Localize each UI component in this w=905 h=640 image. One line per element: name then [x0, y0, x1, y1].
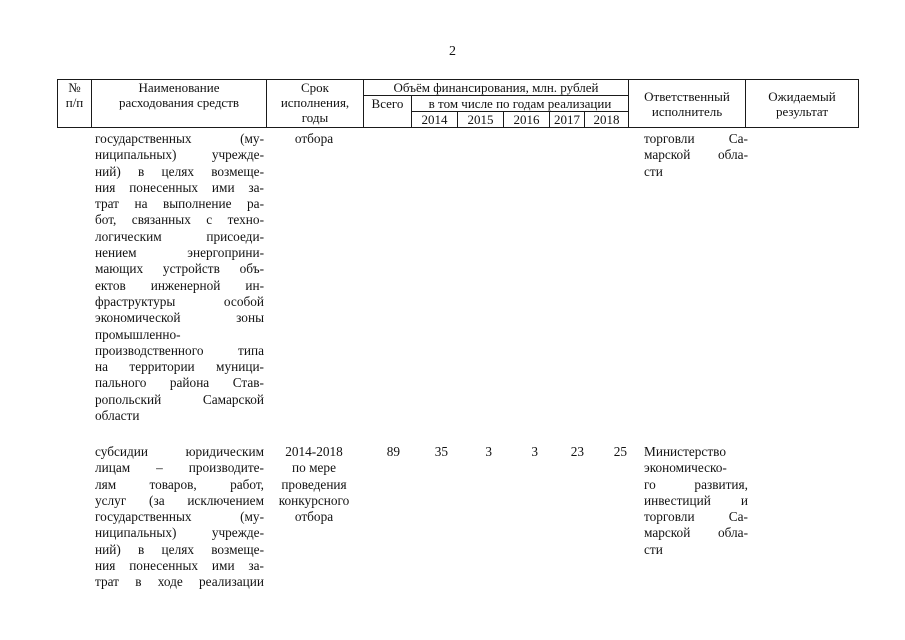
row2-2014: 35 [434, 444, 448, 459]
header-num: № п/п [58, 80, 92, 128]
header-funding: Объём финансирования, млн. рублей [364, 80, 629, 96]
row2-2017: 23 [570, 444, 584, 459]
row2-2015: 3 [485, 444, 492, 459]
row1-executor: торговли Са- марской обла- сти [644, 131, 748, 179]
row2-2016: 3 [531, 444, 538, 459]
row1-term: отбора [294, 131, 334, 146]
row2-total: 89 [386, 444, 400, 459]
header-executor: Ответственный исполнитель [629, 80, 746, 128]
header-by-years: в том числе по годам реализации [412, 96, 629, 112]
row2-name: субсидии юридическим лицам – производите- лям товаров, работ, услуг (за исключением государственных (му- ниципальных) учрежде- ний) в целях возмеще- ния понесенных ими за- трат в ходе реализации [95, 444, 264, 590]
header-name: Наименование расходования средств [92, 80, 267, 128]
header-year-2014: 2014 [412, 112, 458, 128]
page-number: 2 [449, 44, 456, 59]
header-total: Всего [364, 96, 412, 128]
row2-term: 2014-2018 по мере проведения конкурсного отбора [278, 444, 350, 525]
header-term: Срок исполнения, годы [267, 80, 364, 128]
row2-2018: 25 [613, 444, 627, 459]
header-year-2016: 2016 [504, 112, 550, 128]
row1-name: государственных (му- ниципальных) учрежде- ний) в целях возмеще- ния понесенных ими за- трат на выполнение ра- бот, связанных с техно- логическим присоеди- нением энергоприни- мающих устройств объ- ектов инженерной ин- фраструктуры особой экономической зоны промышленно- производственного типа на территории муници- пального района Став- ропольский Самарской области [95, 131, 264, 424]
header-year-2018: 2018 [585, 112, 629, 128]
row2-executor: Министерство экономическо- го развития, инвестиций и торговли Са- марской обла- сти [644, 444, 748, 557]
header-year-2017: 2017 [550, 112, 585, 128]
header-year-2015: 2015 [458, 112, 504, 128]
header-result: Ожидаемый результат [746, 80, 859, 128]
table-header [57, 79, 859, 128]
